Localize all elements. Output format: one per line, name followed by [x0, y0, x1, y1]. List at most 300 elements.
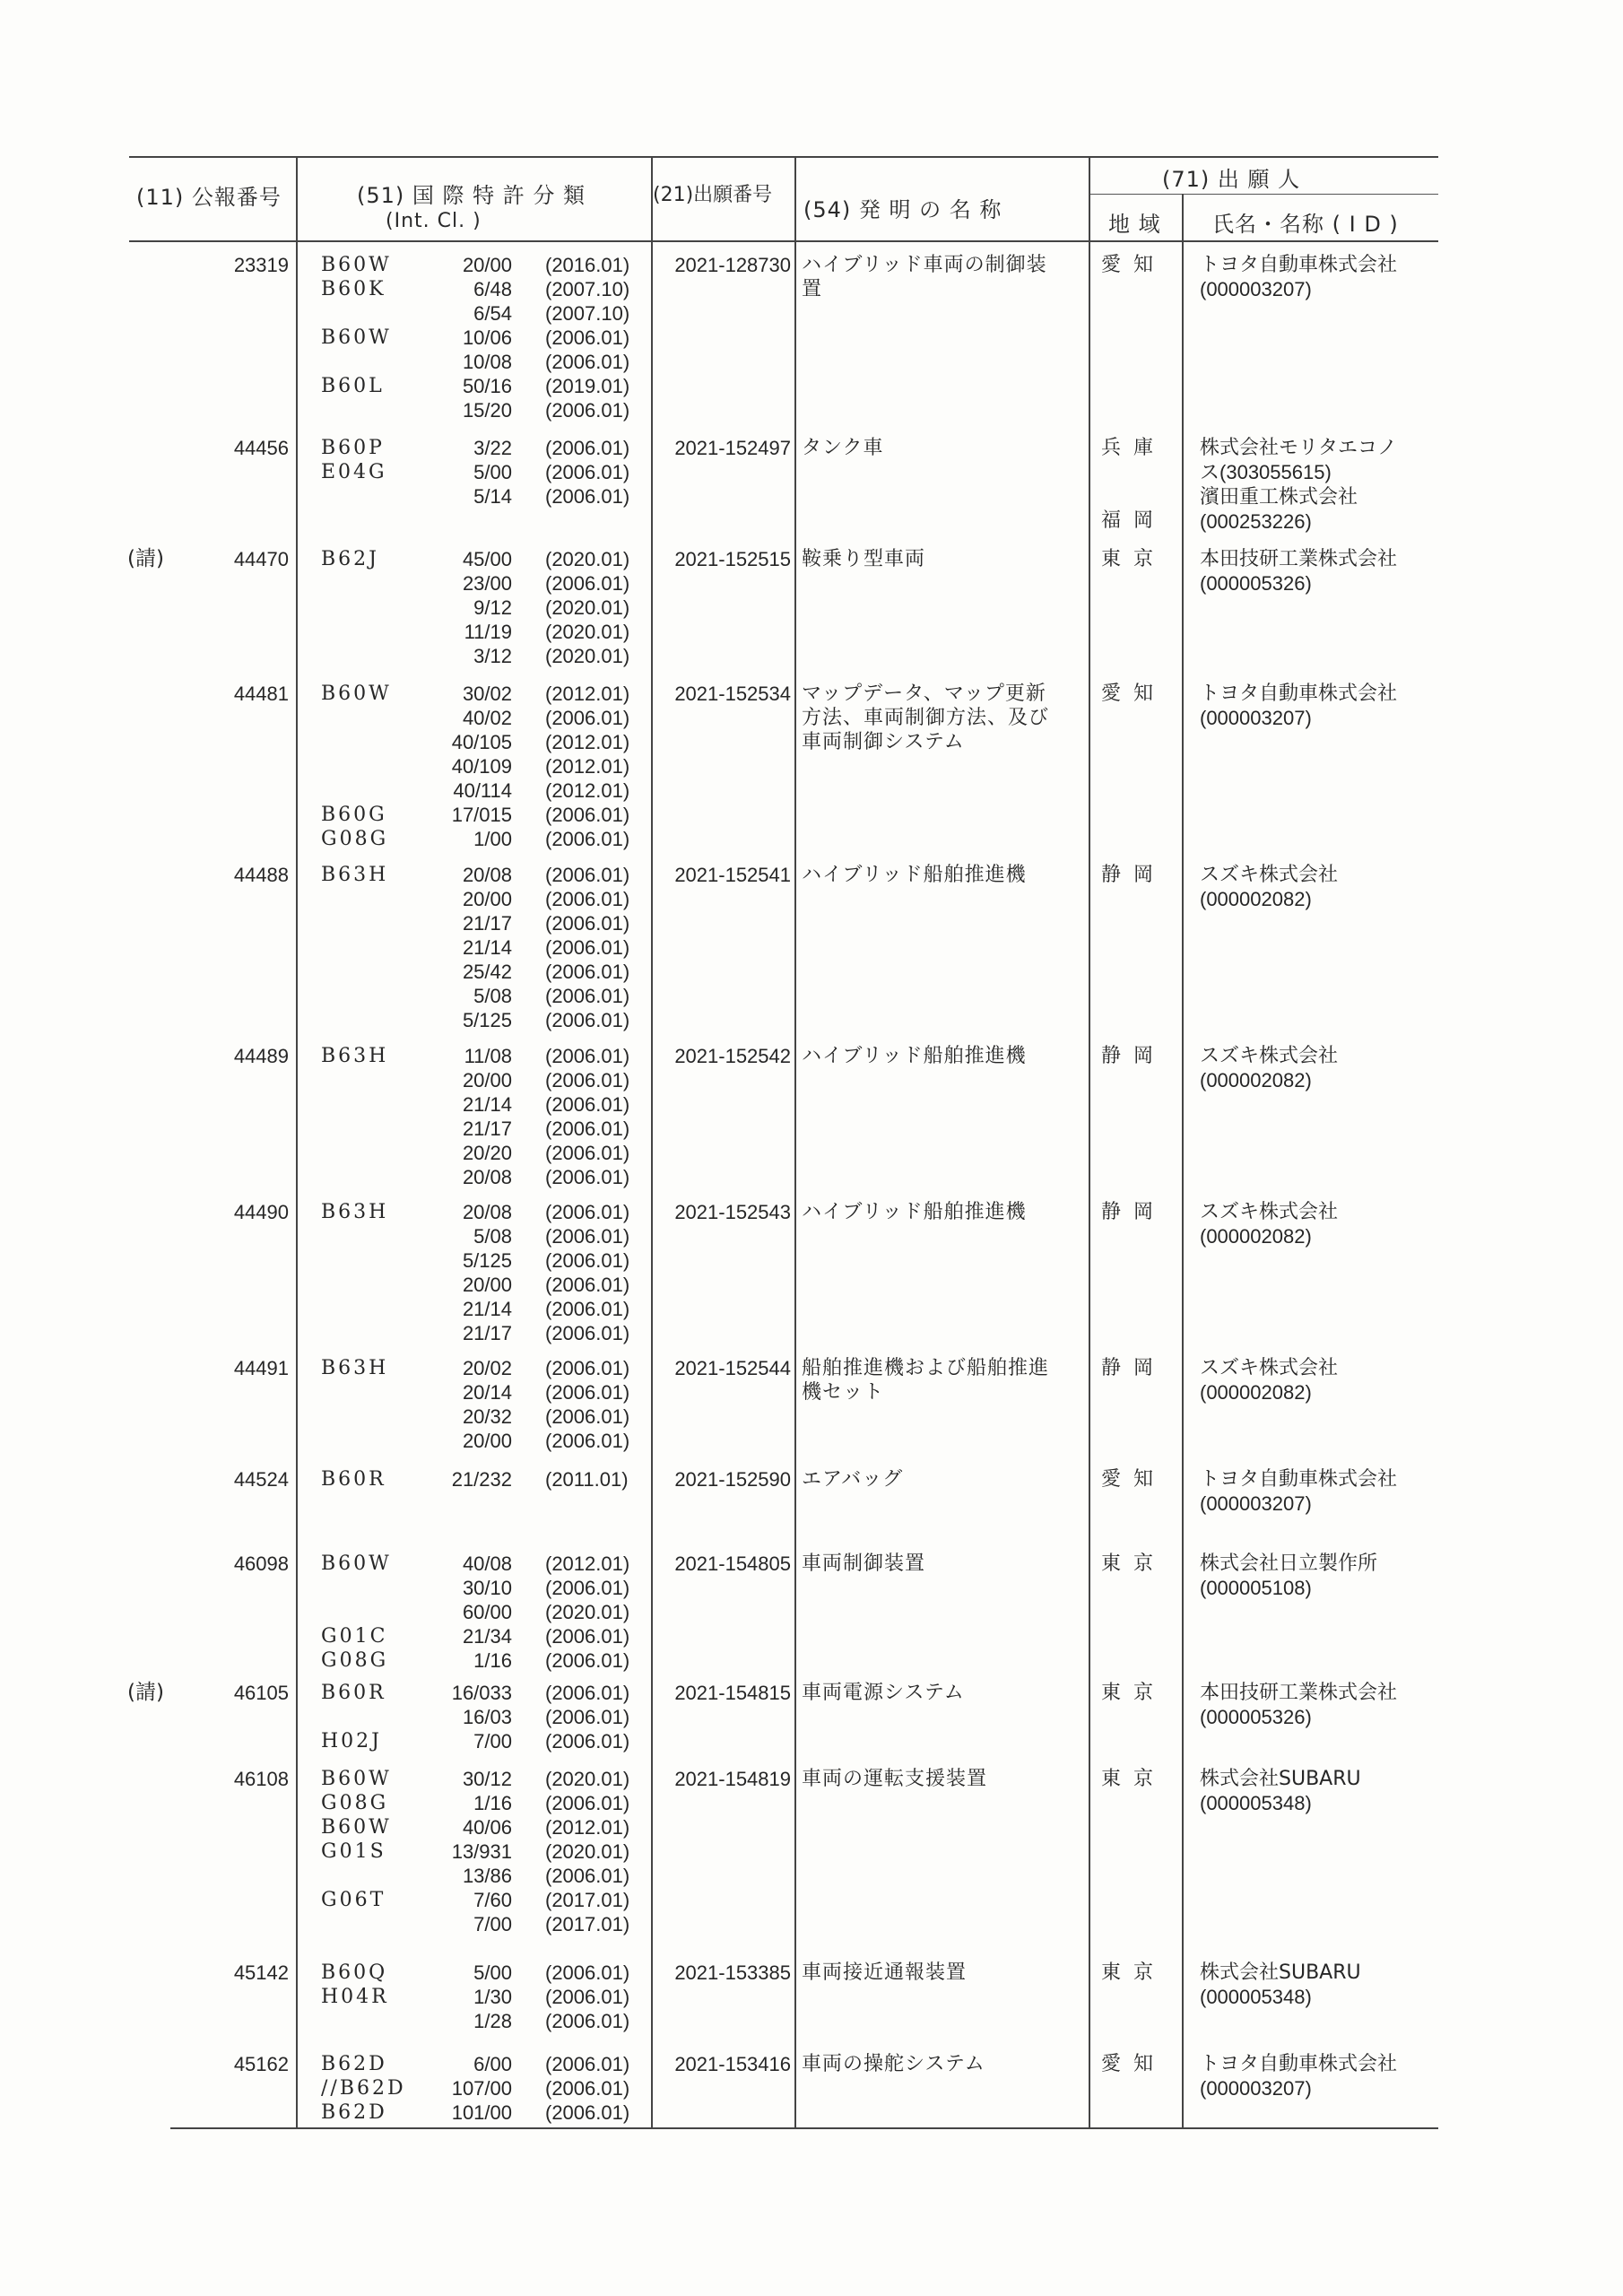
ipc-entry — [321, 460, 653, 484]
ipc-entry — [321, 571, 653, 596]
ipc-class: B62D — [321, 2053, 387, 2075]
ipc-entry — [321, 1405, 653, 1429]
ipc-version: (2006.01) — [545, 1961, 630, 1984]
header-name: 氏名・名称 ( I D ) — [1212, 212, 1399, 237]
application-number: 2021-152497 — [674, 437, 791, 459]
ipc-version: (2006.01) — [545, 2077, 630, 2100]
ipc-entry — [321, 1467, 653, 1492]
ipc-version: (2020.01) — [545, 548, 630, 570]
ipc-entry — [321, 1141, 653, 1165]
ipc-version: (2006.01) — [545, 2010, 630, 2032]
ipc-class: B60Q — [321, 1961, 388, 1984]
ipc-version: (2006.01) — [545, 864, 630, 886]
ipc-entry — [321, 1165, 653, 1189]
application-number: 2021-153385 — [674, 1961, 791, 1984]
ipc-group: 5/00 — [473, 461, 512, 483]
ipc-class: B60W — [321, 683, 392, 705]
ipc-group: 20/00 — [462, 1069, 512, 1091]
ipc-entry — [321, 1705, 653, 1729]
ipc-entry — [321, 1200, 653, 1224]
ipc-group: 20/08 — [462, 864, 512, 886]
ipc-group: 45/00 — [462, 548, 512, 570]
applicant-region-list — [1101, 1681, 1173, 1729]
col-rule-3 — [794, 156, 796, 2127]
ipc-class: E04G — [321, 461, 387, 483]
applicant-name: スズキ株式会社 — [1200, 1045, 1339, 1067]
invention-title-line: マップデータ、マップ更新 — [802, 683, 1046, 705]
ipc-version: (2006.01) — [545, 985, 630, 1007]
ipc-version: (2012.01) — [545, 1552, 630, 1575]
applicant-region: 東京 — [1101, 1552, 1167, 1575]
ipc-class: B62J — [321, 548, 379, 570]
ipc-entry — [321, 1729, 653, 1753]
ipc-entry — [321, 1356, 653, 1380]
applicant-region-list — [1101, 1552, 1173, 1600]
applicant-id: (000005348) — [1200, 1792, 1312, 1814]
ipc-entry — [321, 730, 653, 754]
ipc-group: 30/10 — [462, 1577, 512, 1599]
applicant-name: 株式会社SUBARU — [1200, 1768, 1361, 1790]
ipc-version: (2006.01) — [545, 2101, 630, 2124]
application-number: 2021-154819 — [674, 1768, 791, 1790]
ipc-group: 5/00 — [473, 1961, 512, 1984]
applicant-name-list — [1200, 547, 1442, 596]
applicant-name-list — [1200, 436, 1442, 534]
ipc-version: (2017.01) — [545, 1889, 630, 1911]
ipc-entry — [321, 253, 653, 277]
applicant-name-list — [1200, 1961, 1442, 2009]
invention-title-line: 機セット — [802, 1381, 885, 1404]
ipc-class: H02J — [321, 1730, 382, 1752]
applicant-region: 愛知 — [1101, 254, 1167, 276]
publication-number: 44490 — [233, 1201, 289, 1223]
application-number: 2021-152590 — [674, 1468, 791, 1491]
ipc-version: (2006.01) — [545, 1706, 630, 1728]
applicant-region: 愛知 — [1101, 683, 1167, 705]
ipc-entry — [321, 1552, 653, 1576]
ipc-version: (2006.01) — [545, 1577, 630, 1599]
ipc-group: 5/14 — [473, 485, 512, 508]
applicant-name-list — [1200, 2052, 1442, 2100]
publication-number: 23319 — [233, 254, 289, 276]
invention-title-line: 車両制御システム — [802, 731, 965, 753]
ipc-group: 10/06 — [462, 326, 512, 349]
applicant-name: 株式会社日立製作所 — [1200, 1552, 1378, 1575]
ipc-entry — [321, 827, 653, 851]
ipc-entry — [321, 547, 653, 571]
ipc-entry — [321, 1767, 653, 1791]
application-number: 2021-152534 — [674, 683, 791, 705]
ipc-class: B60W — [321, 1552, 392, 1575]
ipc-group: 20/00 — [462, 254, 512, 276]
applicant-name-list — [1200, 253, 1442, 301]
invention-title-line: 車両の運転支援装置 — [802, 1768, 988, 1790]
invention-title-line: 車両制御装置 — [802, 1552, 926, 1575]
ipc-group: 40/02 — [462, 707, 512, 729]
ipc-entry — [321, 911, 653, 935]
applicant-region: 東京 — [1101, 1768, 1167, 1790]
ipc-group: 13/86 — [462, 1865, 512, 1887]
ipc-version: (2006.01) — [545, 1986, 630, 2008]
invention-title — [802, 1044, 1087, 1068]
ipc-group: 7/00 — [473, 1913, 512, 1935]
ipc-version: (2007.10) — [545, 302, 630, 325]
ipc-entry — [321, 1648, 653, 1673]
ipc-version: (2006.01) — [545, 1009, 630, 1031]
ipc-entry — [321, 436, 653, 460]
ipc-entry — [321, 1044, 653, 1068]
ipc-version: (2006.01) — [545, 1166, 630, 1188]
ipc-version: (2006.01) — [545, 1093, 630, 1116]
ipc-version: (2006.01) — [545, 1357, 630, 1379]
invention-title — [802, 1767, 1087, 1791]
ipc-version: (2006.01) — [545, 351, 630, 373]
ipc-group: 3/22 — [473, 437, 512, 459]
ipc-classification-list — [321, 1044, 653, 1189]
application-number: 2021-152515 — [674, 548, 791, 570]
applicant-id: (303055615) — [1219, 461, 1332, 483]
ipc-group: 20/20 — [462, 1142, 512, 1164]
ipc-group: 16/03 — [462, 1706, 512, 1728]
ipc-entry — [321, 2100, 653, 2125]
ipc-version: (2006.01) — [545, 1792, 630, 1814]
ipc-entry — [321, 1321, 653, 1345]
publication-number: 44488 — [233, 864, 289, 886]
invention-title — [802, 863, 1087, 887]
ipc-group: 1/00 — [473, 828, 512, 850]
ipc-entry — [321, 1888, 653, 1912]
ipc-classification-list — [321, 436, 653, 509]
ipc-group: 25/42 — [462, 961, 512, 983]
ipc-group: 5/125 — [462, 1009, 512, 1031]
applicant-name: トヨタ自動車株式会社 — [1200, 2053, 1398, 2075]
ipc-class: B63H — [321, 1045, 389, 1067]
ipc-version: (2006.01) — [545, 1045, 630, 1067]
request-mark: (請) — [127, 547, 164, 570]
invention-title-line: 方法、車両制御方法、及び — [802, 707, 1050, 729]
ipc-class: G08G — [321, 1792, 389, 1814]
ipc-group: 21/14 — [462, 1298, 512, 1320]
ipc-group: 21/232 — [451, 1468, 512, 1491]
invention-title-line: 車両の操舵システム — [802, 2053, 985, 2075]
ipc-classification-list — [321, 1961, 653, 2033]
ipc-version: (2006.01) — [545, 1118, 630, 1140]
ipc-entry — [321, 682, 653, 706]
ipc-entry — [321, 778, 653, 803]
invention-title-line: ハイブリッド船舶推進機 — [802, 1201, 1027, 1223]
ipc-version: (2020.01) — [545, 621, 630, 643]
ipc-version: (2012.01) — [545, 1816, 630, 1839]
ipc-group: 20/00 — [462, 1430, 512, 1452]
publication-number: 44491 — [233, 1357, 289, 1379]
header-ipc: (51) 国 際 特 許 分 類 — [357, 183, 586, 208]
ipc-version: (2006.01) — [545, 1865, 630, 1887]
ipc-group: 21/14 — [462, 1093, 512, 1116]
ipc-group: 30/02 — [462, 683, 512, 705]
ipc-class: B60W — [321, 254, 392, 276]
ipc-group: 1/30 — [473, 1986, 512, 2008]
publication-number: 46108 — [233, 1768, 289, 1790]
ipc-group: 1/28 — [473, 2010, 512, 2032]
applicant-name: スズキ株式会社 — [1200, 1201, 1339, 1223]
ipc-version: (2006.01) — [545, 1649, 630, 1672]
ipc-class: B60R — [321, 1682, 386, 1704]
publication-number: 44524 — [233, 1468, 289, 1491]
applicant-id: (000253226) — [1200, 510, 1312, 533]
ipc-group: 101/00 — [451, 2101, 512, 2124]
applicant-name-list — [1200, 1552, 1442, 1600]
applicant-region: 静岡 — [1101, 1357, 1167, 1379]
ipc-version: (2006.01) — [545, 1430, 630, 1452]
ipc-version: (2006.01) — [545, 437, 630, 459]
application-number: 2021-152543 — [674, 1201, 791, 1223]
applicant-name: 本田技研工業株式会社 — [1200, 1682, 1398, 1704]
invention-title — [802, 1467, 1087, 1492]
ipc-class: G01S — [321, 1840, 386, 1863]
ipc-entry — [321, 1600, 653, 1624]
applicant-region-list — [1101, 1467, 1173, 1516]
applicant-id: (000005348) — [1200, 1986, 1312, 2008]
ipc-group: 20/00 — [462, 1274, 512, 1296]
applicant-id: (000005326) — [1200, 1706, 1312, 1728]
ipc-classification-list — [321, 863, 653, 1032]
applicant-region-list — [1101, 436, 1173, 557]
ipc-group: 20/00 — [462, 888, 512, 910]
ipc-class: B63H — [321, 864, 389, 886]
ipc-version: (2006.01) — [545, 1730, 630, 1752]
ipc-version: (2007.10) — [545, 278, 630, 300]
application-number: 2021-152542 — [674, 1045, 791, 1067]
publication-number: 45142 — [233, 1961, 289, 1984]
ipc-entry — [321, 1864, 653, 1888]
ipc-class: B60W — [321, 326, 392, 349]
ipc-class: B60W — [321, 1768, 392, 1790]
ipc-version: (2012.01) — [545, 683, 630, 705]
ipc-group: 5/08 — [473, 1225, 512, 1248]
ipc-version: (2020.01) — [545, 1601, 630, 1623]
ipc-entry — [321, 984, 653, 1008]
ipc-class: H04R — [321, 1986, 389, 2008]
ipc-entry — [321, 1681, 653, 1705]
ipc-group: 15/20 — [462, 399, 512, 422]
ipc-entry — [321, 2052, 653, 2076]
ipc-version: (2017.01) — [545, 1913, 630, 1935]
ipc-entry — [321, 398, 653, 422]
ipc-version: (2019.01) — [545, 375, 630, 397]
ipc-class: B60L — [321, 375, 385, 397]
ipc-version: (2006.01) — [545, 399, 630, 422]
applicant-id: (000003207) — [1200, 2077, 1312, 2100]
ipc-class: B60G — [321, 804, 387, 826]
ipc-version: (2006.01) — [545, 804, 630, 826]
col-rule-4 — [1089, 156, 1090, 2127]
ipc-group: 40/105 — [451, 731, 512, 753]
ipc-entry — [321, 1912, 653, 1936]
invention-title-line: 鞍乗り型車両 — [802, 548, 926, 570]
applicant-id: (000003207) — [1200, 1492, 1312, 1515]
application-number: 2021-153416 — [674, 2053, 791, 2075]
ipc-group: 20/08 — [462, 1166, 512, 1188]
ipc-group: 5/08 — [473, 985, 512, 1007]
application-number: 2021-152541 — [674, 864, 791, 886]
ipc-version: (2006.01) — [545, 1225, 630, 1248]
ipc-entry — [321, 935, 653, 960]
applicant-name-list — [1200, 1200, 1442, 1248]
ipc-group: 40/06 — [462, 1816, 512, 1839]
applicant-name-cont — [1200, 460, 1442, 485]
applicant-name-list — [1200, 1681, 1442, 1729]
ipc-group: 17/015 — [451, 804, 512, 826]
ipc-group: 11/19 — [464, 621, 512, 643]
ipc-version: (2006.01) — [545, 461, 630, 483]
application-number: 2021-154815 — [674, 1682, 791, 1704]
ipc-entry — [321, 1297, 653, 1321]
ipc-class: B60R — [321, 1468, 386, 1491]
ipc-entry — [321, 1380, 653, 1405]
ipc-version: (2006.01) — [545, 2053, 630, 2075]
ipc-classification-list — [321, 1681, 653, 1753]
ipc-entry — [321, 374, 653, 398]
invention-title — [802, 682, 1087, 754]
ipc-entry — [321, 1815, 653, 1839]
ipc-entry — [321, 1248, 653, 1273]
applicant-id: (000002082) — [1200, 1381, 1312, 1404]
ipc-group: 21/34 — [462, 1625, 512, 1648]
ipc-entry — [321, 484, 653, 509]
ipc-group: 6/54 — [473, 302, 512, 325]
ipc-classification-list — [321, 1552, 653, 1673]
ipc-group: 20/08 — [462, 1201, 512, 1223]
applicant-region: 福岡 — [1101, 509, 1167, 532]
applicant-region-list — [1101, 863, 1173, 911]
invention-title — [802, 1552, 1087, 1576]
invention-title — [802, 1961, 1087, 1985]
ipc-group: 40/109 — [451, 755, 512, 778]
applicant-id: (000005326) — [1200, 572, 1312, 595]
col-rule-5 — [1182, 194, 1184, 2127]
ipc-group: 11/08 — [464, 1045, 512, 1067]
ipc-group: 9/12 — [473, 596, 512, 619]
ipc-classification-list — [321, 253, 653, 422]
publication-number: 46098 — [233, 1552, 289, 1575]
applicant-name-list — [1200, 1044, 1442, 1092]
ipc-entry — [321, 277, 653, 301]
ipc-entry — [321, 706, 653, 730]
invention-title-line: ハイブリッド船舶推進機 — [802, 1045, 1027, 1067]
ipc-version: (2006.01) — [545, 1201, 630, 1223]
applicant-region-list — [1101, 682, 1173, 730]
applicant-id: (000003207) — [1200, 707, 1312, 729]
applicant-name: 株式会社SUBARU — [1200, 1961, 1361, 1984]
ipc-classification-list — [321, 1467, 653, 1492]
ipc-group: 13/931 — [451, 1840, 512, 1863]
ipc-class: B62D — [321, 2101, 387, 2124]
applicant-name-list — [1200, 1467, 1442, 1516]
ipc-version: (2006.01) — [545, 326, 630, 349]
ipc-classification-list — [321, 1200, 653, 1345]
applicant-name-list — [1200, 682, 1442, 730]
invention-title — [802, 1200, 1087, 1224]
application-number: 2021-152544 — [674, 1357, 791, 1379]
applicant-region: 東京 — [1101, 548, 1167, 570]
ipc-entry — [321, 1429, 653, 1453]
applicant-region: 兵庫 — [1101, 437, 1167, 459]
publication-number: 44470 — [233, 548, 289, 570]
applicant-region-list — [1101, 253, 1173, 301]
applicant-id: (000002082) — [1200, 1069, 1312, 1091]
ipc-classification-list — [321, 1356, 653, 1453]
ipc-version: (2006.01) — [545, 1298, 630, 1320]
applicant-id: (000002082) — [1200, 888, 1312, 910]
ipc-group: 21/17 — [462, 1118, 512, 1140]
ipc-entry — [321, 1576, 653, 1600]
ipc-entry — [321, 1273, 653, 1297]
ipc-version: (2006.01) — [545, 828, 630, 850]
ipc-version: (2006.01) — [545, 1682, 630, 1704]
ipc-group: 21/17 — [462, 1322, 512, 1344]
table-bottom-rule — [170, 2127, 1438, 2129]
ipc-group: 1/16 — [473, 1649, 512, 1672]
ipc-class: G01C — [321, 1625, 388, 1648]
applicant-region-list — [1101, 1767, 1173, 1815]
ipc-group: 1/16 — [473, 1792, 512, 1814]
publication-number: 44456 — [233, 437, 289, 459]
ipc-group: 30/12 — [462, 1768, 512, 1790]
ipc-class: G06T — [321, 1889, 386, 1911]
ipc-version: (2006.01) — [545, 1274, 630, 1296]
applicant-region-list — [1101, 1961, 1173, 2009]
invention-title — [802, 436, 1087, 460]
ipc-version: (2012.01) — [545, 779, 630, 802]
publication-number: 44489 — [233, 1045, 289, 1067]
ipc-version: (2016.01) — [545, 254, 630, 276]
ipc-version: (2006.01) — [545, 485, 630, 508]
ipc-group: 20/14 — [462, 1381, 512, 1404]
publication-number: 45162 — [233, 2053, 289, 2075]
header-region: 地 域 — [1108, 212, 1161, 237]
ipc-entry — [321, 1791, 653, 1815]
applicant-region-list — [1101, 1044, 1173, 1092]
ipc-group: 21/14 — [462, 936, 512, 959]
ipc-group: 50/16 — [462, 375, 512, 397]
header-appno: (21)出願番号 — [653, 184, 773, 206]
header-ipc-sub: (Int. Cl. ) — [386, 210, 482, 232]
ipc-class: B60P — [321, 437, 385, 459]
ipc-classification-list — [321, 682, 653, 851]
applicant-name: スズキ株式会社 — [1200, 1357, 1339, 1379]
ipc-entry — [321, 2009, 653, 2033]
ipc-class: G08G — [321, 1649, 389, 1672]
ipc-version: (2006.01) — [545, 936, 630, 959]
applicant-name: 本田技研工業株式会社 — [1200, 548, 1398, 570]
applicant-name-list — [1200, 863, 1442, 911]
ipc-entry — [321, 596, 653, 620]
invention-title — [802, 253, 1087, 301]
applicant-id: (000002082) — [1200, 1225, 1312, 1248]
invention-title-line: 船舶推進機および船舶推進 — [802, 1357, 1050, 1379]
ipc-group: 7/00 — [473, 1730, 512, 1752]
header-top-rule — [129, 156, 1438, 158]
applicant-name: トヨタ自動車株式会社 — [1200, 254, 1398, 276]
ipc-entry — [321, 1008, 653, 1032]
applicant-name: 株式会社モリタエコノ — [1200, 437, 1398, 459]
applicant-name: トヨタ自動車株式会社 — [1200, 683, 1398, 705]
invention-title — [802, 547, 1087, 571]
ipc-entry — [321, 326, 653, 350]
ipc-entry — [321, 1624, 653, 1648]
ipc-entry — [321, 754, 653, 778]
ipc-entry — [321, 1985, 653, 2009]
